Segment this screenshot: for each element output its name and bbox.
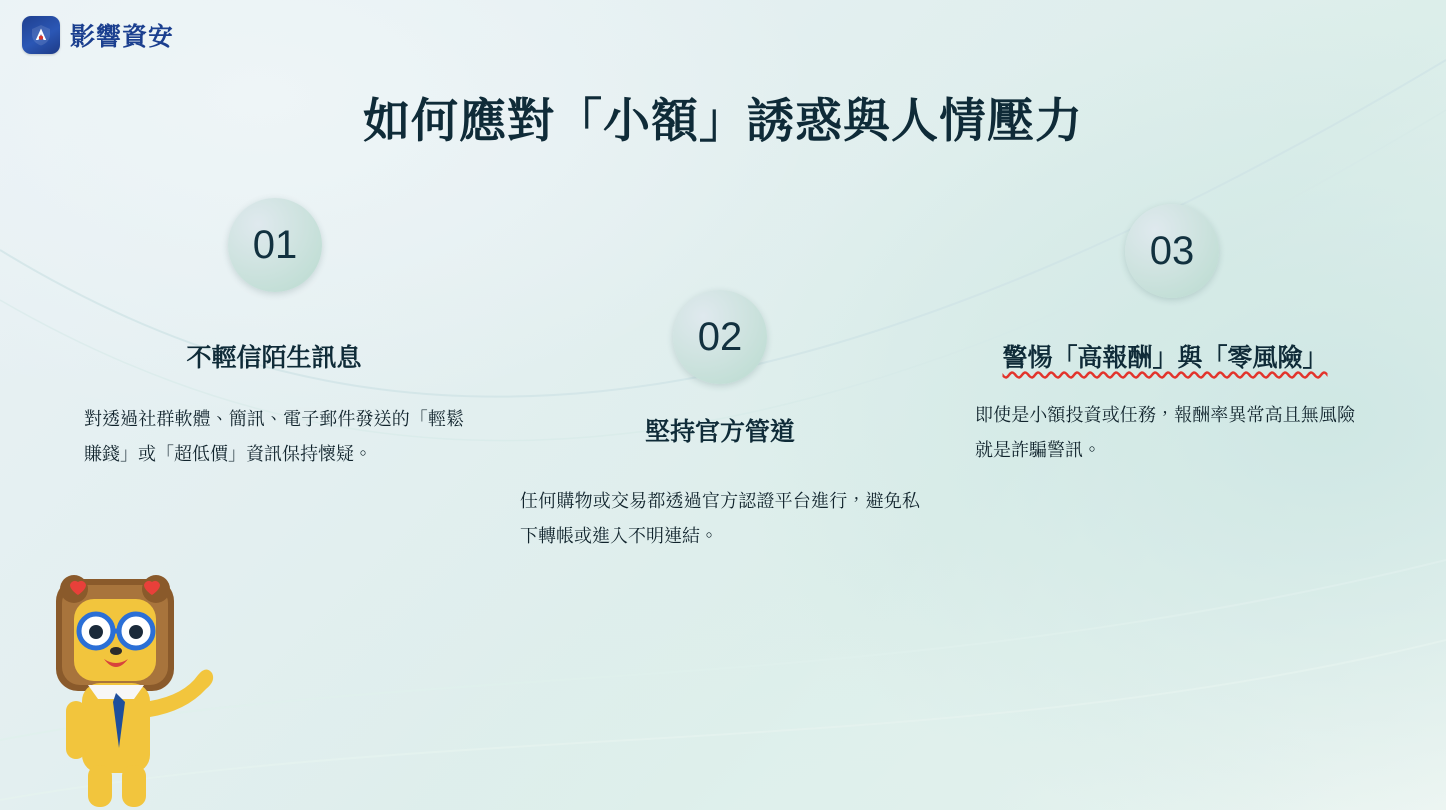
step-body: 對透過社群軟體、簡訊、電子郵件發送的「輕鬆賺錢」或「超低價」資訊保持懷疑。 bbox=[84, 409, 464, 465]
step-number-badge: 03 bbox=[1125, 204, 1219, 298]
step-item-03 bbox=[975, 204, 1355, 468]
step-number-badge: 02 bbox=[673, 290, 767, 384]
page-title: 如何應對「小額」誘惑與人情壓力 bbox=[363, 94, 1083, 147]
shield-a-logo-icon bbox=[22, 16, 60, 54]
step-item-02 bbox=[520, 290, 920, 554]
step-number-badge: 01 bbox=[228, 198, 322, 292]
step-body: 任何購物或交易都透過官方認證平台進行，避免私下轉帳或進入不明連結。 bbox=[520, 491, 920, 547]
step-item-01 bbox=[84, 198, 464, 472]
step-title: 不輕信陌生訊息 bbox=[186, 344, 362, 372]
step-body: 即使是小額投資或任務，報酬率異常高且無風險就是詐騙警訊。 bbox=[975, 405, 1355, 461]
brand-name: 影響資安 bbox=[70, 23, 175, 51]
lion-mascot-icon bbox=[26, 565, 236, 810]
step-title: 警惕「高報酬」與「零風險」 bbox=[1002, 344, 1328, 372]
step-title: 堅持官方管道 bbox=[644, 418, 795, 446]
brand-logo bbox=[22, 16, 174, 54]
